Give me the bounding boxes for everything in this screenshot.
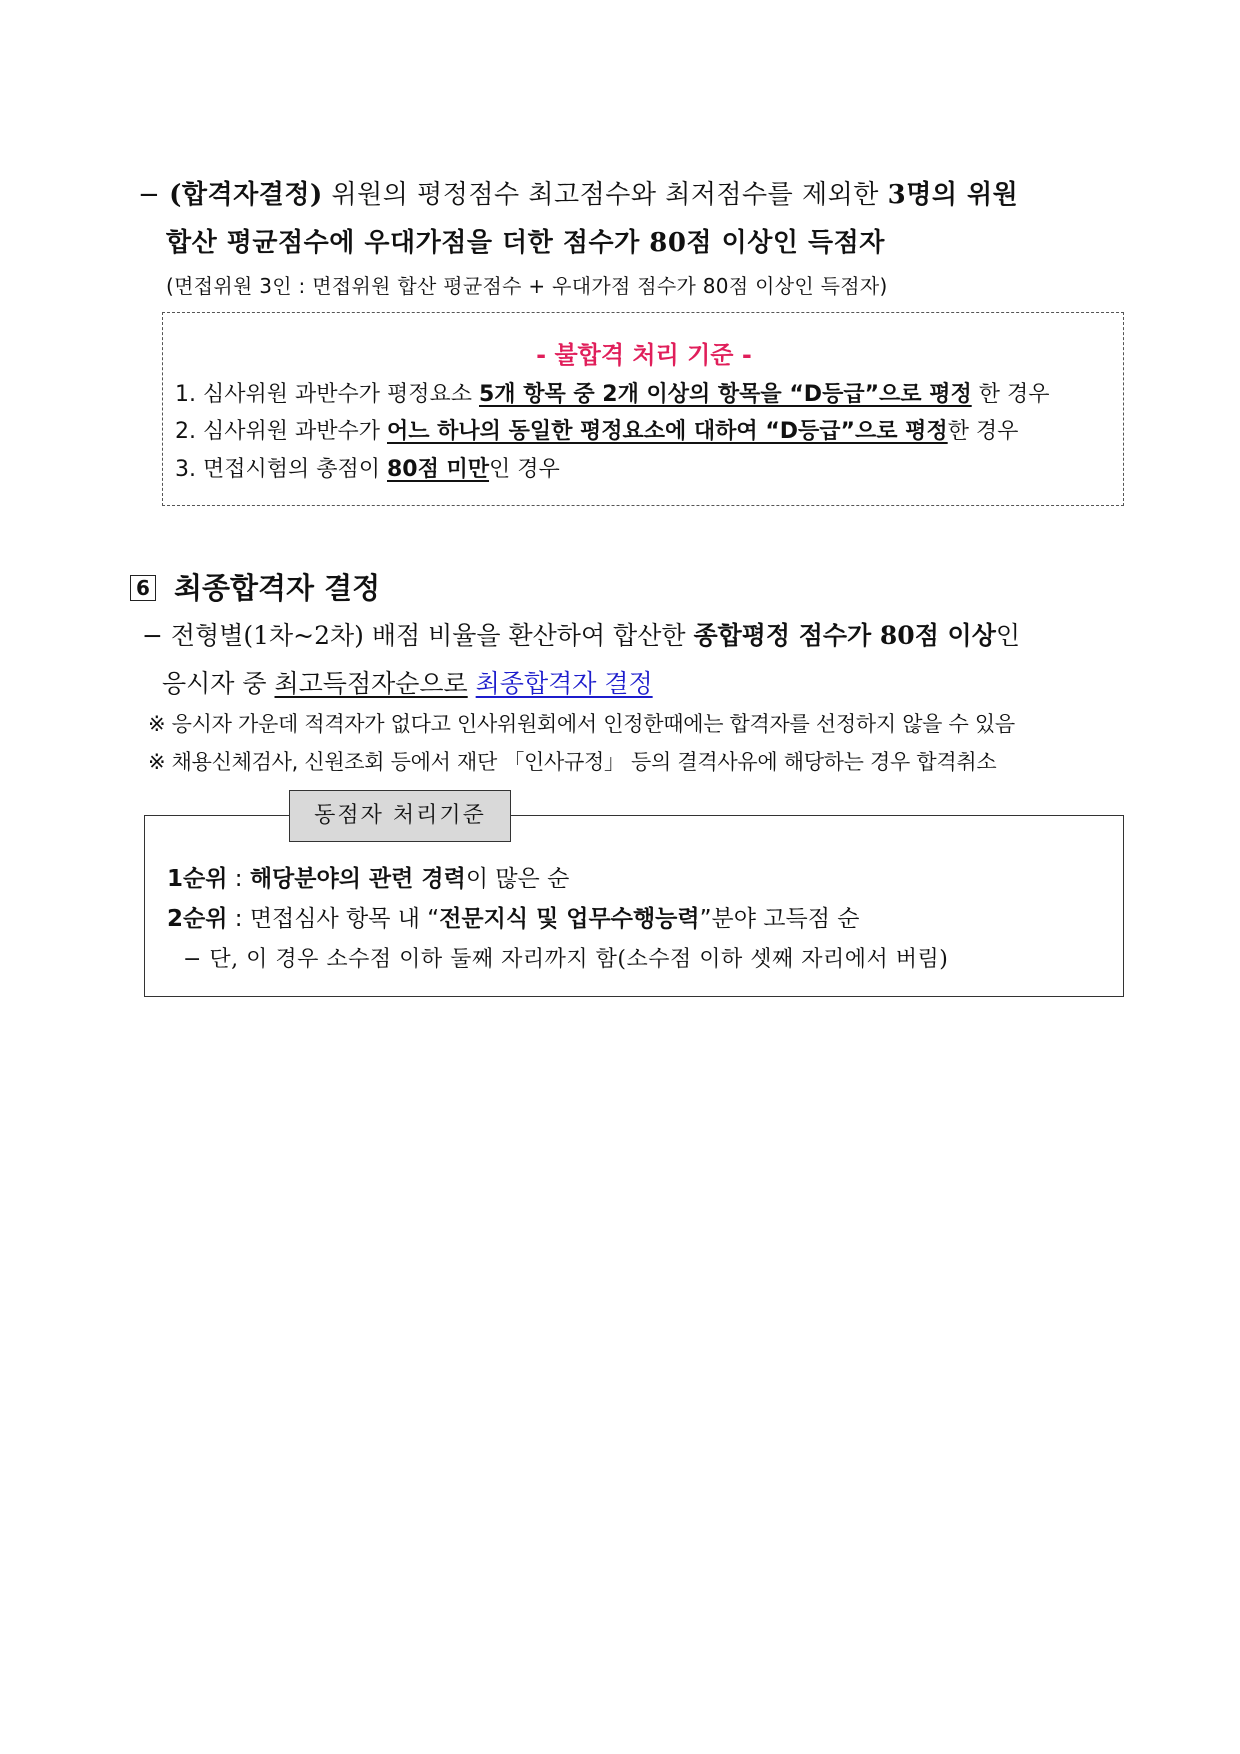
pass-criteria-label: (합격자결정) — [169, 180, 323, 210]
final-decision-note: ※ 응시자 가운데 적격자가 없다고 인사위원회에서 인정한때에는 합격자를 선정하지 않을 수 있음 — [148, 712, 1015, 736]
fail-item-emphasis: 5개 항목 중 2개 이상의 항목을 “D등급”으로 평정 — [479, 382, 972, 407]
fail-criteria-item — [175, 414, 1018, 445]
fail-criteria-box — [162, 312, 1124, 506]
fail-criteria-item — [175, 452, 560, 483]
final-decision-highlight: 최종합격자 결정 — [475, 669, 653, 698]
fail-item-emphasis: 80점 미만 — [387, 457, 490, 482]
rank-text: : 면접심사 항목 내 “ — [227, 906, 440, 932]
final-decision-text: − 전형별(1차~2차) 배점 비율을 환산하여 합산한 — [142, 621, 694, 650]
fail-item-text: 1. 심사위원 과반수가 평정요소 — [175, 382, 479, 407]
tie-break-subnote: − 단, 이 경우 소수점 이하 둘째 자리까지 함(소수점 이하 셋째 자리에서 버림) — [183, 947, 949, 972]
tie-break-rank-1 — [167, 860, 569, 893]
final-decision-underlined: 최고득점자순으로 — [274, 669, 468, 698]
fail-item-emphasis: 어느 하나의 동일한 평정요소에 대하여 “D등급”으로 평정 — [387, 419, 948, 444]
rank-emphasis: 전문지식 및 업무수행능력 — [439, 906, 700, 932]
tie-break-box — [144, 815, 1124, 997]
rank-label: 2순위 — [167, 906, 228, 932]
final-decision-emphasis: 종합평정 점수가 80점 이상 — [693, 621, 996, 650]
section-6-title: 최종합격자 결정 — [174, 571, 381, 605]
final-decision-note: ※ 채용신체검사, 신원조회 등에서 재단 「인사규정」 등의 결격사유에 해당하는 경우 합격취소 — [148, 750, 997, 774]
section-6-heading — [130, 566, 380, 607]
rank-emphasis: 해당분야의 관련 경력 — [249, 866, 466, 892]
fail-item-text: 인 경우 — [489, 457, 560, 482]
final-decision-text: 응시자 중 — [162, 669, 275, 698]
fail-criteria-item — [175, 377, 1049, 408]
fail-criteria-title: - 불합격 처리 기준 - — [536, 341, 752, 369]
pass-criteria-bold: 3명의 위원 — [887, 180, 1019, 210]
final-decision-line — [142, 616, 1020, 652]
fail-item-text: 한 경우 — [947, 419, 1019, 444]
rank-label: 1순위 — [167, 866, 228, 892]
rank-text: 이 많은 순 — [465, 866, 570, 892]
rank-text: : — [227, 866, 250, 892]
pass-criteria-line-2: 합산 평균점수에 우대가점을 더한 점수가 80점 이상인 득점자 — [166, 228, 885, 258]
dash-bullet: − — [138, 180, 161, 210]
rank-text: ”분야 고득점 순 — [699, 906, 860, 932]
pass-criteria-note: (면접위원 3인 : 면접위원 합산 평균점수 + 우대가점 점수가 80점 이상인 득점자) — [166, 274, 888, 298]
tie-break-title: 동점자 처리기준 — [289, 790, 511, 842]
tie-break-rank-2 — [167, 900, 859, 933]
fail-item-text: 한 경우 — [971, 382, 1050, 407]
pass-criteria-line — [138, 174, 1018, 211]
fail-item-text: 3. 면접시험의 총점이 — [175, 457, 387, 482]
section-number-box: 6 — [130, 575, 156, 601]
final-decision-text: 인 — [995, 621, 1021, 650]
pass-criteria-text: 위원의 평정점수 최고점수와 최저점수를 제외한 — [322, 180, 888, 210]
final-decision-line-2 — [162, 664, 653, 700]
fail-item-text: 2. 심사위원 과반수가 — [175, 419, 387, 444]
